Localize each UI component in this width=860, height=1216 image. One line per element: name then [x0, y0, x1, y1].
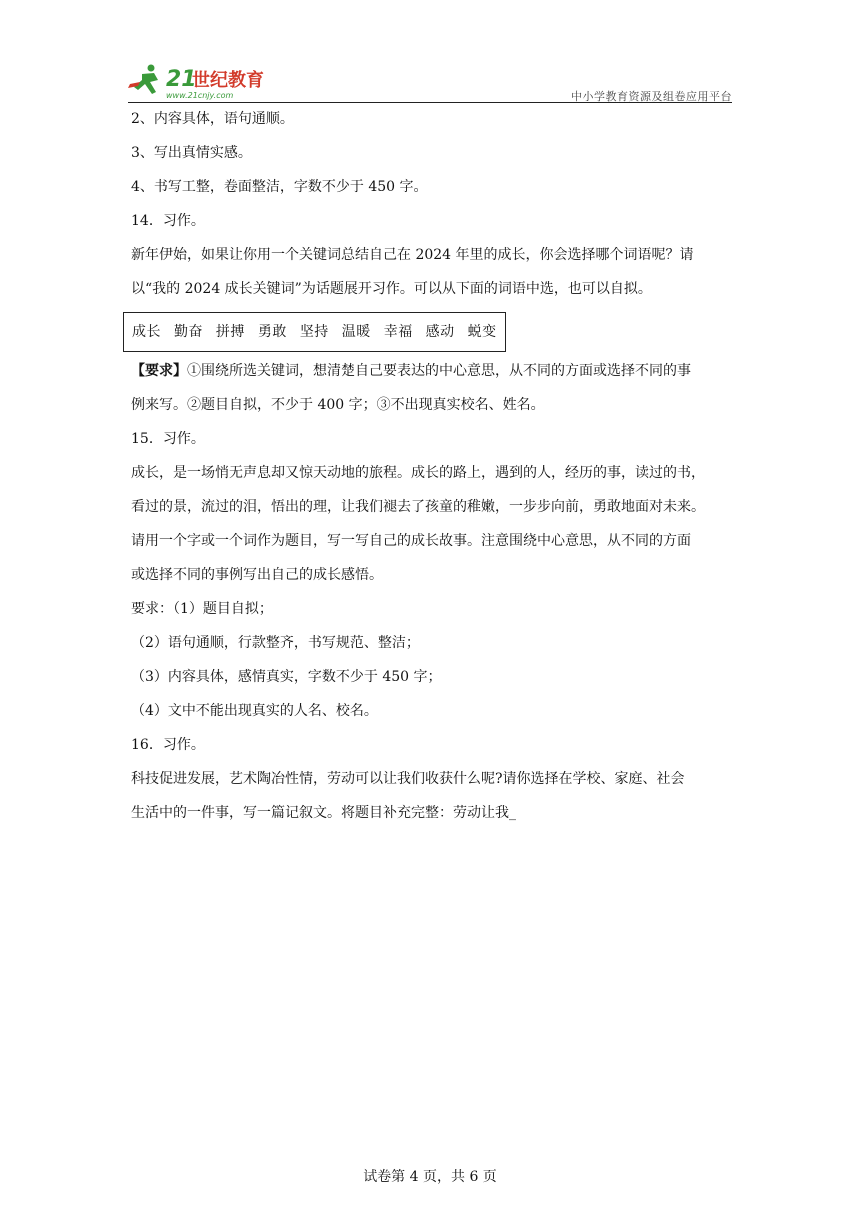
svg-text:世纪教育: 世纪教育	[192, 70, 264, 91]
keyword-box	[123, 312, 506, 352]
requirement-14-line: 例来写。②题目自拟，不少于 400 字；③不出现真实校名、姓名。	[131, 397, 545, 413]
document-body	[131, 108, 731, 836]
text-line: 3、写出真情实感。	[131, 145, 252, 161]
logo-runner-icon	[128, 62, 288, 102]
keyword: 拼搏	[215, 324, 245, 340]
page-header	[128, 62, 732, 102]
question-16-heading: 16．习作。	[131, 737, 205, 753]
requirement-text: ①围绕所选关键词，想清楚自己要表达的中心意思，从不同的方面或选择不同的事	[187, 363, 691, 379]
keyword: 坚持	[299, 324, 329, 340]
text-line: 新年伊始，如果让你用一个关键词总结自己在 2024 年里的成长，你会选择哪个词语呢？请	[131, 247, 694, 263]
page-number-footer: 试卷第 4 页，共 6 页	[363, 1169, 497, 1185]
text-line: 2、内容具体，语句通顺。	[131, 111, 294, 127]
text-line: （3）内容具体，感情真实，字数不少于 450 字；	[131, 669, 442, 685]
keyword: 温暖	[341, 324, 371, 340]
text-line: 科技促进发展，艺术陶冶性情，劳动可以让我们收获什么呢?请你选择在学校、家庭、社会	[131, 771, 685, 787]
question-15-heading: 15．习作。	[131, 431, 205, 447]
text-line: 以“我的 2024 成长关键词”为话题展开习作。可以从下面的词语中选，也可以自拟。	[131, 281, 652, 297]
keyword: 成长	[132, 324, 161, 340]
text-line: 4、书写工整，卷面整洁，字数不少于 450 字。	[131, 179, 428, 195]
text-line: 要求：（1）题目自拟；	[131, 601, 273, 617]
text-line: 或选择不同的事例写出自己的成长感悟。	[131, 567, 383, 583]
requirement-label: 【要求】	[131, 363, 187, 379]
text-line: 看过的景，流过的泪，悟出的理，让我们褪去了孩童的稚嫩，一步步向前，勇敢地面对未来。	[131, 499, 705, 515]
text-line: 请用一个字或一个词作为题目，写一写自己的成长故事。注意围绕中心意思，从不同的方面	[131, 533, 691, 549]
keyword: 勤奋	[173, 324, 203, 340]
logo	[128, 62, 288, 102]
text-line: （2）语句通顺，行款整齐，书写规范、整洁；	[131, 635, 420, 651]
keyword: 勇敢	[257, 324, 287, 340]
keyword: 蜕变	[467, 324, 497, 340]
requirement-14-line	[131, 360, 731, 382]
keyword: 幸福	[383, 324, 413, 340]
text-line: （4）文中不能出现真实的人名、校名。	[131, 703, 378, 719]
header-platform-text: 中小学教育资源及组卷应用平台	[571, 90, 732, 103]
text-line: 生活中的一件事，写一篇记叙文。将题目补充完整：劳动让我_	[131, 805, 516, 821]
svg-text:21: 21	[166, 67, 197, 92]
question-14-heading: 14．习作。	[131, 213, 205, 229]
header-divider	[128, 102, 732, 103]
keyword: 感动	[425, 324, 455, 340]
text-line: 成长，是一场悄无声息却又惊天动地的旅程。成长的路上，遇到的人，经历的事，读过的书，	[131, 465, 705, 481]
svg-text:www.21cnjy.com: www.21cnjy.com	[166, 91, 234, 100]
